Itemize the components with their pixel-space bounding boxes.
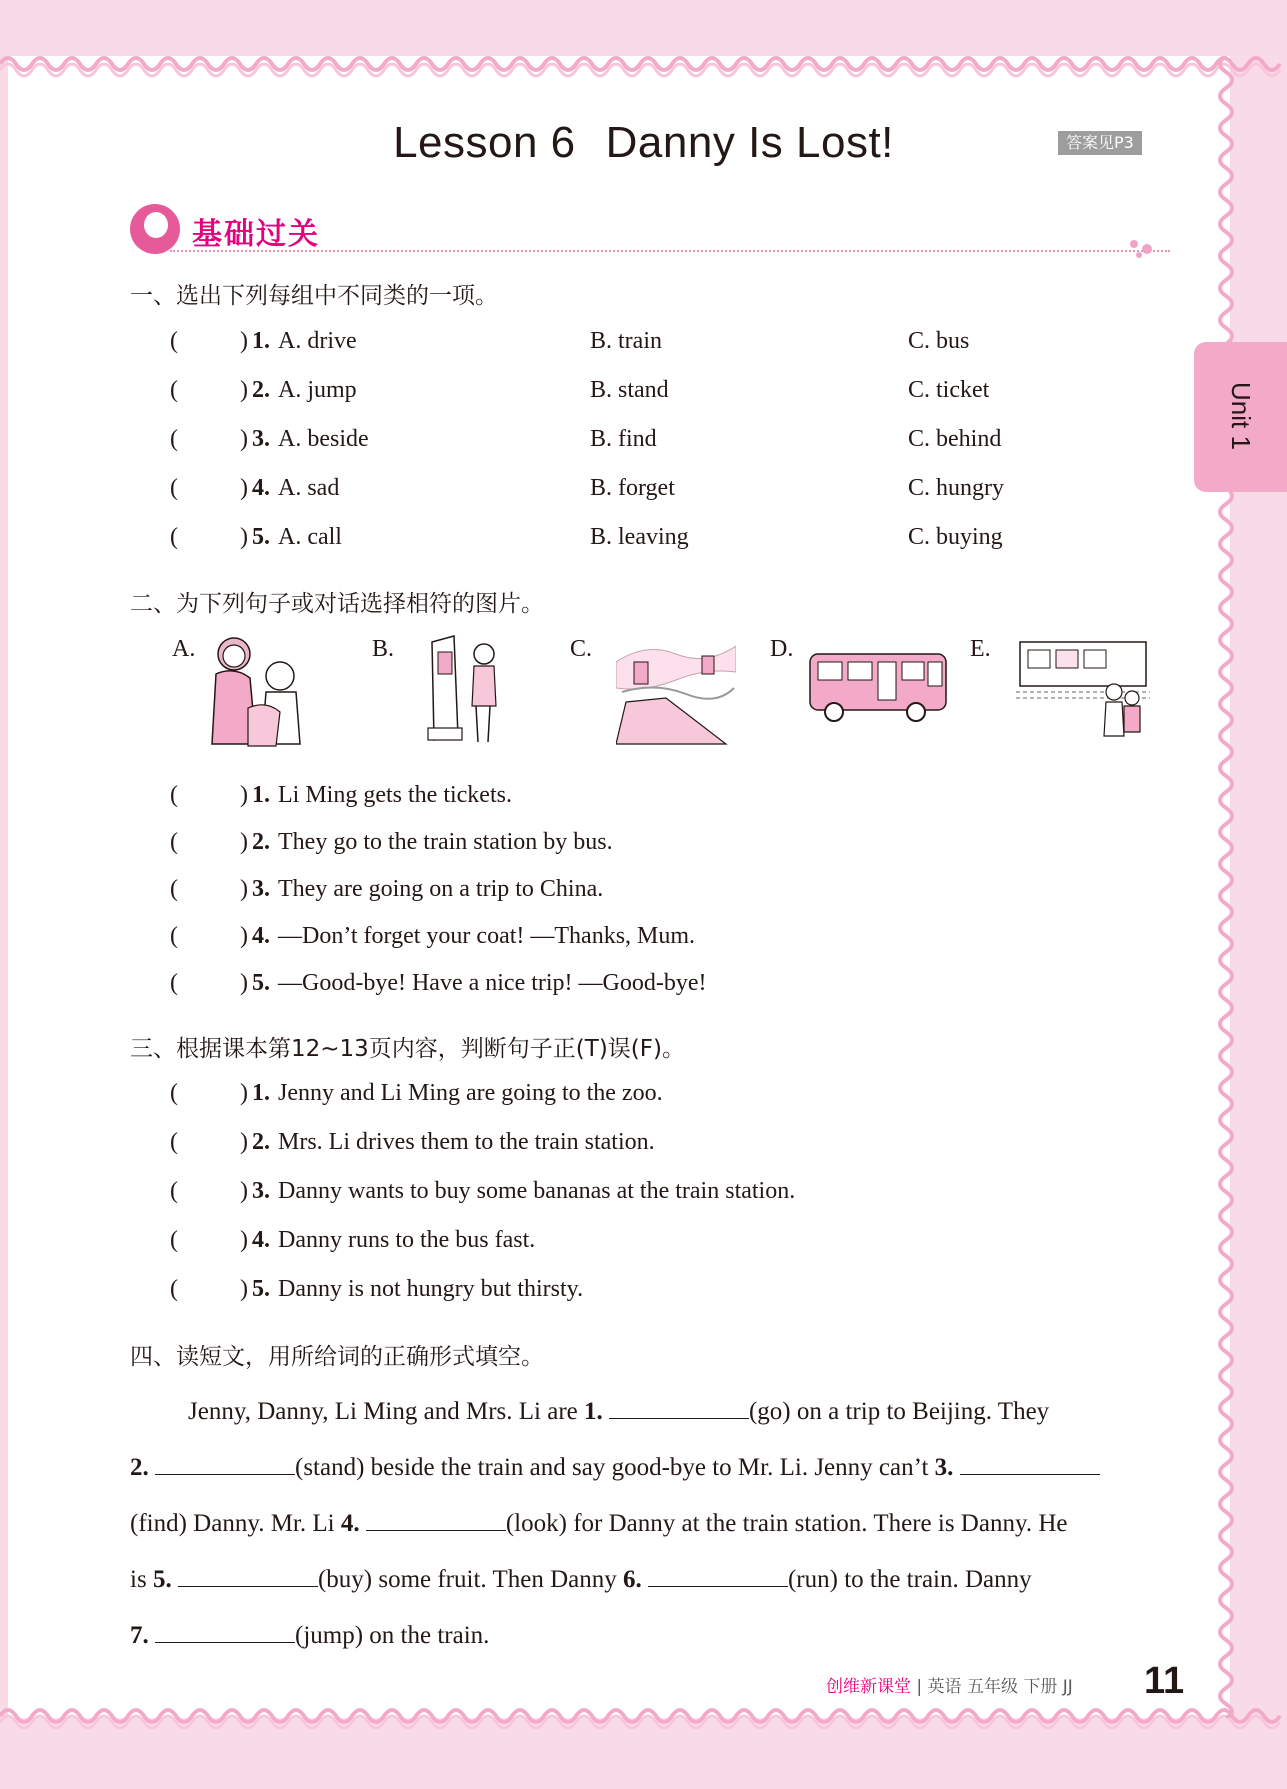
option-a: A. drive bbox=[278, 328, 357, 354]
answer-blank[interactable]: ) bbox=[240, 426, 248, 452]
answer-blank[interactable]: ) bbox=[240, 1178, 248, 1204]
option-a: A. jump bbox=[278, 377, 357, 403]
option-c: C. hungry bbox=[908, 475, 1004, 501]
option-a: A. sad bbox=[278, 475, 340, 501]
statement-text: Mrs. Li drives them to the train station. bbox=[278, 1129, 655, 1155]
sentence-text: —Don’t forget your coat! —Thanks, Mum. bbox=[278, 923, 696, 949]
passage-line-3: (find) Danny. Mr. Li 4. (look) for Danny at the train station. There is Danny. He bbox=[130, 1510, 1068, 1537]
section-heading bbox=[130, 204, 1170, 254]
option-a: A. beside bbox=[278, 426, 369, 452]
wavy-border-bottom bbox=[0, 1700, 1287, 1740]
q2-title: 二、为下列句子或对话选择相符的图片。 bbox=[130, 591, 544, 617]
q3-title: 三、根据课本第12~13页内容，判断句子正(T)误(F)。 bbox=[130, 1036, 685, 1062]
footer-brand: 创维新课堂 bbox=[826, 1677, 911, 1697]
picture-label-d: D. bbox=[770, 636, 794, 662]
sentence-text: Li Ming gets the tickets. bbox=[278, 782, 512, 808]
statement-text: Danny is not hungry but thirsty. bbox=[278, 1276, 584, 1302]
page-footer bbox=[826, 1672, 1073, 1697]
unit-side-tab bbox=[1194, 342, 1287, 492]
answer-blank[interactable]: ) bbox=[240, 377, 248, 403]
sentence-text: They go to the train station by bus. bbox=[278, 829, 613, 855]
answer-reference-badge: 答案见P3 bbox=[1058, 131, 1142, 155]
option-c: C. bus bbox=[908, 328, 970, 354]
answer-blank[interactable]: ) bbox=[240, 524, 248, 550]
answer-blank[interactable]: ) bbox=[240, 970, 248, 996]
fill-blank-2[interactable] bbox=[155, 1452, 295, 1475]
fill-blank-5[interactable] bbox=[178, 1564, 318, 1587]
page-number: 11 bbox=[1144, 1660, 1185, 1702]
train-platform-icon bbox=[1016, 632, 1150, 746]
q4-title: 四、读短文，用所给词的正确形式填空。 bbox=[130, 1344, 544, 1370]
passage-line-1: Jenny, Danny, Li Ming and Mrs. Li are 1. (go) on a trip to Beijing. They bbox=[188, 1398, 1050, 1425]
picture-label-a: A. bbox=[172, 636, 196, 662]
option-b: B. stand bbox=[590, 377, 669, 403]
picture-label-c: C. bbox=[570, 636, 593, 662]
option-c: C. behind bbox=[908, 426, 1002, 452]
answer-blank[interactable]: ) bbox=[240, 1227, 248, 1253]
option-b: B. forget bbox=[590, 475, 675, 501]
fill-blank-6[interactable] bbox=[648, 1564, 788, 1587]
footer-details: 英语 五年级 下册 JJ bbox=[927, 1677, 1073, 1697]
option-c: C. ticket bbox=[908, 377, 990, 403]
option-b: B. find bbox=[590, 426, 657, 452]
option-b: B. train bbox=[590, 328, 662, 354]
answer-blank[interactable]: ) bbox=[240, 923, 248, 949]
option-a: A. call bbox=[278, 524, 342, 550]
picture-label-b: B. bbox=[372, 636, 395, 662]
sentence-text: They are going on a trip to China. bbox=[278, 876, 604, 902]
great-wall-icon bbox=[616, 632, 736, 746]
bus-icon bbox=[806, 632, 950, 724]
picture-label-e: E. bbox=[970, 636, 991, 662]
fill-blank-3[interactable] bbox=[960, 1452, 1100, 1475]
passage-line-5: 7. (jump) on the train. bbox=[130, 1622, 490, 1649]
answer-blank[interactable]: ) bbox=[240, 328, 248, 354]
fill-blank-7[interactable] bbox=[155, 1620, 295, 1643]
dotted-divider bbox=[170, 250, 1170, 252]
answer-blank[interactable]: ) bbox=[240, 876, 248, 902]
lesson-number: Lesson 6 bbox=[393, 118, 576, 167]
mother-child-coat-icon bbox=[204, 632, 310, 750]
q1-title: 一、选出下列每组中不同类的一项。 bbox=[130, 283, 498, 309]
statement-text: Danny wants to buy some bananas at the train station. bbox=[278, 1178, 796, 1204]
option-b: B. leaving bbox=[590, 524, 689, 550]
answer-blank[interactable]: ) bbox=[240, 1080, 248, 1106]
fill-blank-4[interactable] bbox=[366, 1508, 506, 1531]
unit-tab-label: Unit 1 bbox=[1226, 382, 1256, 450]
answer-blank[interactable]: ) bbox=[240, 1276, 248, 1302]
passage-line-4: is 5. (buy) some fruit. Then Danny 6. (run) to the train. Danny bbox=[130, 1566, 1032, 1593]
sentence-text: —Good-bye! Have a nice trip! —Good-bye! bbox=[278, 970, 707, 996]
section-label: 基础过关 bbox=[192, 217, 320, 252]
fill-blank-1[interactable] bbox=[609, 1396, 749, 1419]
passage-line-2: 2. (stand) beside the train and say good-bye to Mr. Li. Jenny can’t 3. bbox=[130, 1452, 1170, 1482]
answer-blank[interactable]: ) bbox=[240, 782, 248, 808]
lesson-name: Danny Is Lost! bbox=[605, 118, 894, 167]
answer-blank[interactable]: ) bbox=[240, 475, 248, 501]
ticket-machine-icon bbox=[424, 632, 504, 746]
girl-avatar-icon bbox=[130, 204, 180, 254]
answer-blank[interactable]: ) bbox=[240, 1129, 248, 1155]
footer-separator: | bbox=[916, 1677, 923, 1697]
statement-text: Danny runs to the bus fast. bbox=[278, 1227, 536, 1253]
answer-blank[interactable]: ) bbox=[240, 829, 248, 855]
wavy-border-top bbox=[0, 44, 1287, 84]
option-c: C. buying bbox=[908, 524, 1003, 550]
statement-text: Jenny and Li Ming are going to the zoo. bbox=[278, 1080, 663, 1106]
wavy-border-right bbox=[1206, 56, 1246, 1718]
